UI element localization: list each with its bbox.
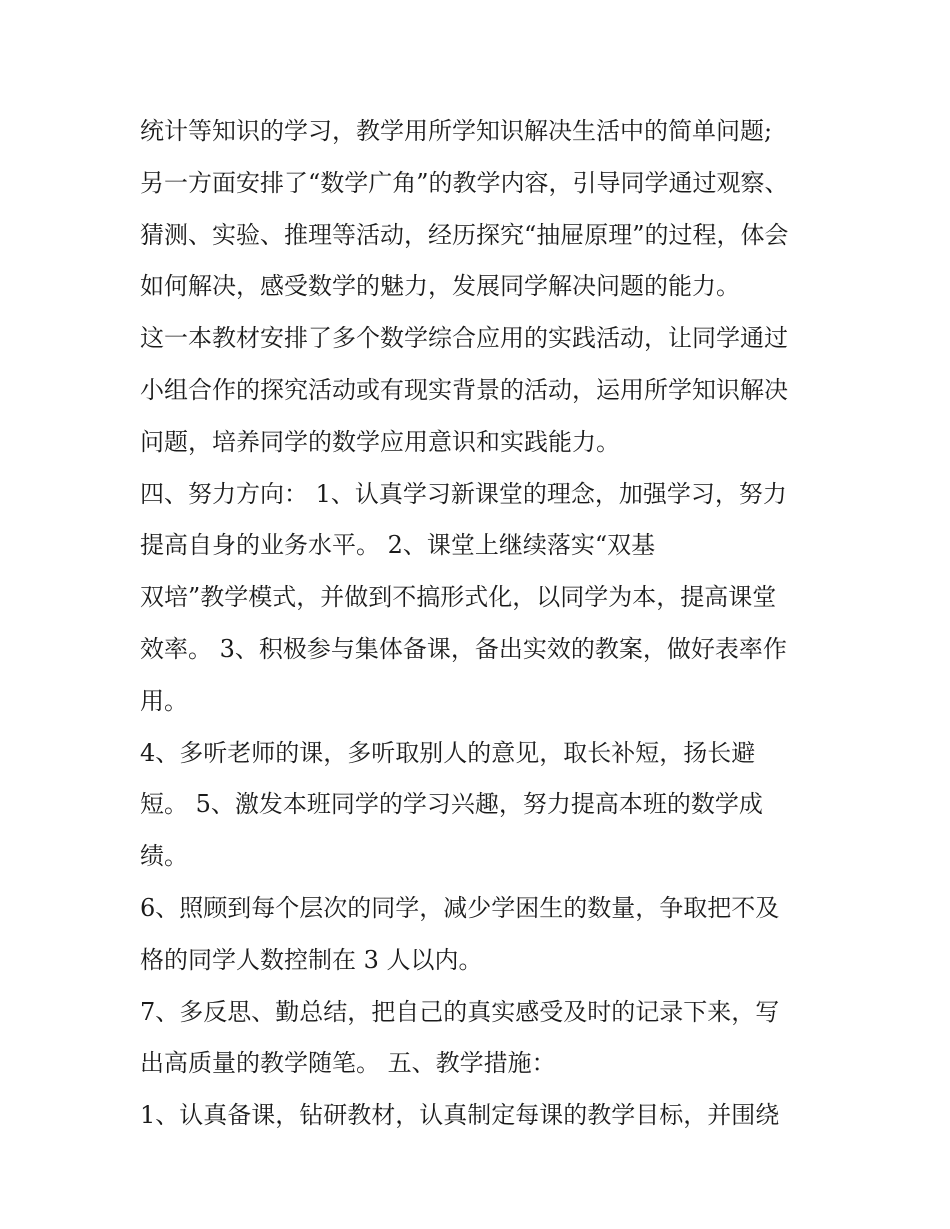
text-line: 猜测、实验、推理等活动，经历探究“抽屉原理”的过程，体会 [140, 220, 789, 249]
text-line: 提高自身的业务水平。 2、课堂上继续落实“双基 [140, 531, 656, 560]
text-line: 用。 [140, 686, 188, 715]
text-line: 短。 5、激发本班同学的学习兴趣，努力提高本班的数学成 [140, 790, 763, 819]
text-line: 7、多反思、勤总结，把自己的真实感受及时的记录下来，写 [140, 997, 780, 1026]
text-line: 另一方面安排了“数学广角”的教学内容，引导同学通过观察、 [140, 168, 789, 197]
document-body [140, 106, 830, 1142]
text-line: 小组合作的探究活动或有现实背景的活动，运用所学知识解决 [140, 375, 788, 404]
text-line: 四、努力方向： 1、认真学习新课堂的理念，加强学习，努力 [140, 479, 787, 508]
text-line: 问题，培养同学的数学应用意识和实践能力。 [140, 427, 620, 456]
text-line: 统计等知识的学习，教学用所学知识解决生活中的简单问题; [140, 117, 773, 145]
text-line: 6、照顾到每个层次的同学，减少学困生的数量，争取把不及 [140, 893, 780, 922]
text-line: 如何解决，感受数学的魅力，发展同学解决问题的能力。 [140, 272, 740, 301]
text-line: 绩。 [140, 842, 188, 871]
text-line: 4、多听老师的课，多听取别人的意见，取长补短，扬长避 [140, 738, 756, 767]
text-line: 1、认真备课，钻研教材，认真制定每课的教学目标，并围绕 [140, 1101, 780, 1130]
text-line: 效率。 3、积极参与集体备课，备出实效的教案，做好表率作 [140, 634, 787, 663]
text-line: 格的同学人数控制在 3 人以内。 [140, 945, 483, 974]
text-line: 双培”教学模式，并做到不搞形式化，以同学为本，提高课堂 [140, 583, 777, 612]
text-line: 出高质量的教学随笔。 五、教学措施： [140, 1049, 556, 1078]
text-line: 这一本教材安排了多个数学综合应用的实践活动，让同学通过 [140, 324, 788, 353]
